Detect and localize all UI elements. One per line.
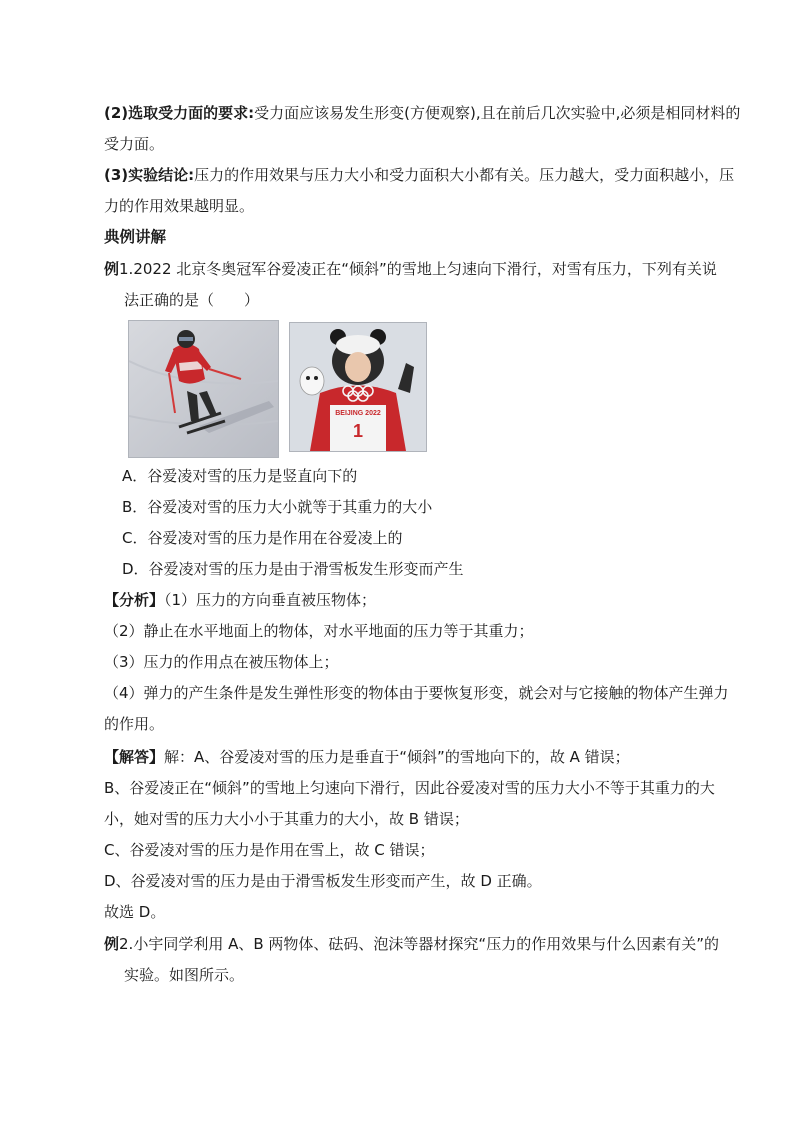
analysis-label: 【分析】 [104, 591, 165, 609]
athlete-illustration [290, 323, 426, 451]
analysis-text-4: （4）弹力的产生条件是发生弹性形变的物体由于要恢复形变，就会对与它接触的物体产生弹力 [104, 684, 729, 702]
example2-text-1: 2.小宇同学利用 A、B 两物体、砝码、泡沫等器材探究“压力的作用效果与什么因素有关”的 [119, 935, 719, 953]
answer-text-1: 解：A、谷爱凌对雪的压力是垂直于“倾斜”的雪地向下的，故 A 错误； [164, 748, 630, 766]
answer-text-2: B、谷爱凌正在“倾斜”的雪地上匀速向下滑行，因此谷爱凌对雪的压力大小不等于其重力的大 [104, 779, 715, 797]
athlete-photo [289, 322, 427, 452]
answer-text-3: 小，她对雪的压力大小小于其重力的大小，故 B 错误； [104, 810, 469, 828]
example1-option-c: C．谷爱凌对雪的压力是作用在谷爱凌上的 [122, 529, 403, 547]
analysis-line-1 [104, 589, 376, 611]
example2-question-line-1 [104, 933, 719, 955]
answer-text-5: D、谷爱凌对雪的压力是由于滑雪板发生形变而产生，故 D 正确。 [104, 872, 542, 890]
requirement-text-2: 受力面。 [104, 135, 165, 153]
example1-option-b: B．谷爱凌对雪的压力大小就等于其重力的大小 [122, 498, 433, 516]
requirement-label: (2)选取受力面的要求: [104, 104, 255, 122]
requirement-text-1: 受力面应该易发生形变(方便观察),且在前后几次实验中,必须是相同材料的 [254, 104, 741, 122]
example1-text-1: 1.2022 北京冬奥冠军谷爱凌正在“倾斜”的雪地上匀速向下滑行，对雪有压力，下列有关说 [119, 260, 717, 278]
bib-text: BEIJING 2022 [335, 410, 381, 417]
analysis-text-5: 的作用。 [104, 715, 165, 733]
answer-label: 【解答】 [104, 748, 165, 766]
skier-illustration [129, 321, 278, 457]
answer-choice: 故选 D。 [104, 903, 166, 921]
example2-text-2: 实验。如图所示。 [124, 966, 245, 984]
requirement-paragraph-line-1 [104, 102, 740, 124]
conclusion-text-1: 压力的作用效果与压力大小和受力面积大小都有关。压力越大，受力面积越小，压 [194, 166, 735, 184]
analysis-text-2: （2）静止在水平地面上的物体，对水平地面的压力等于其重力； [104, 622, 534, 640]
section-heading: 典例讲解 [104, 228, 167, 246]
analysis-text-3: （3）压力的作用点在被压物体上； [104, 653, 339, 671]
example1-option-d: D．谷爱凌对雪的压力是由于滑雪板发生形变而产生 [122, 560, 464, 578]
analysis-text-1: （1）压力的方向垂直被压物体； [164, 591, 377, 609]
answer-line-1 [104, 746, 630, 768]
skier-photo [128, 320, 279, 458]
example1-text-2: 法正确的是（ ） [124, 291, 260, 309]
example1-option-a: A．谷爱凌对雪的压力是竖直向下的 [122, 467, 358, 485]
example2-label: 例 [104, 935, 120, 953]
example1-question-line-1 [104, 258, 717, 280]
conclusion-paragraph-line-1 [104, 164, 734, 186]
bib-number: 1 [352, 421, 364, 441]
conclusion-text-2: 力的作用效果越明显。 [104, 197, 255, 215]
conclusion-label: (3)实验结论: [104, 166, 195, 184]
answer-text-4: C、谷爱凌对雪的压力是作用在雪上，故 C 错误； [104, 841, 435, 859]
example1-label: 例 [104, 260, 120, 278]
